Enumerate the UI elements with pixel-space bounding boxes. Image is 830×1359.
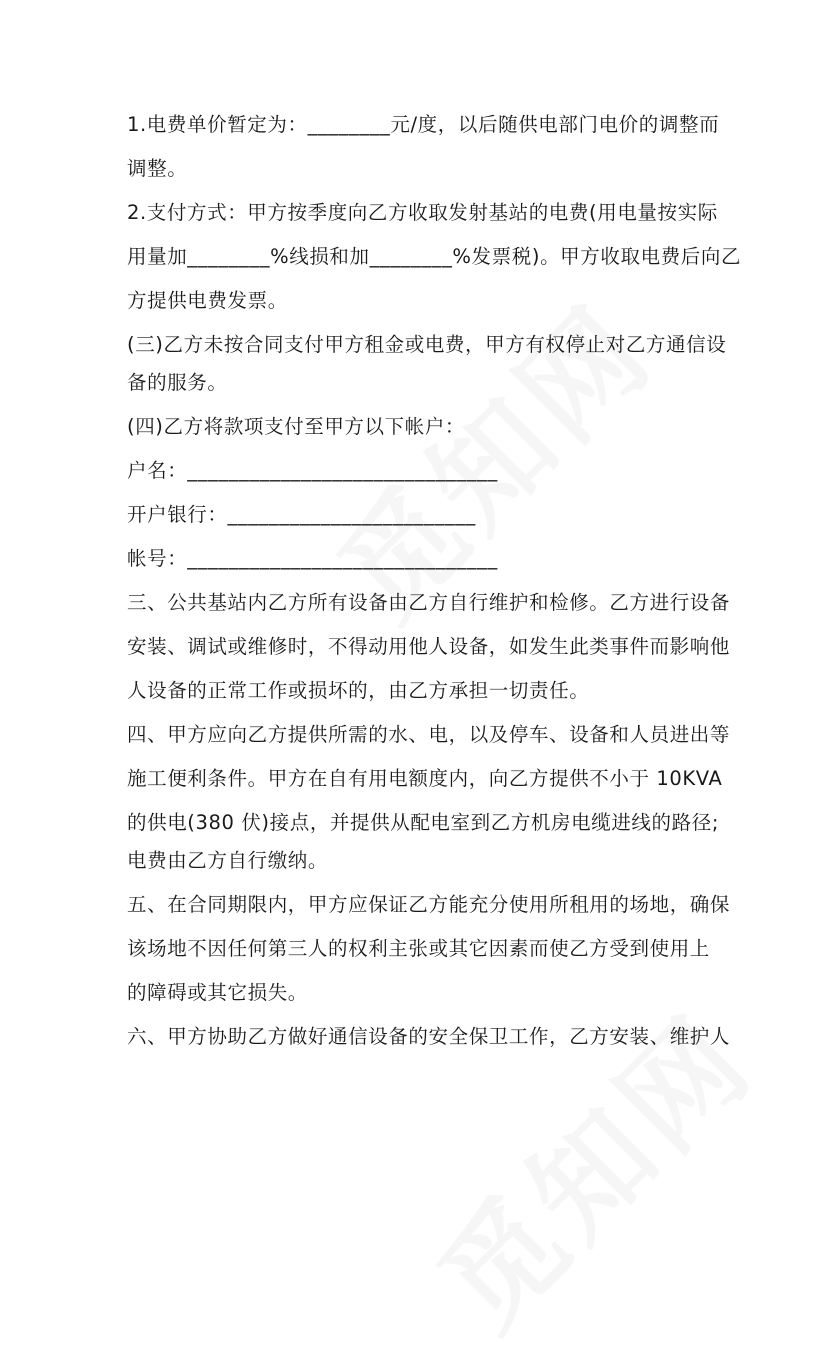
account-number-line: 帐号：______________________________ [127,547,498,570]
text-line: 2.支付方式：甲方按季度向乙方收取发射基站的电费(用电量按实际 [127,201,718,224]
text-line: 安装、调试或维修时，不得动用他人设备，如发生此类事件而影响他 [127,635,731,658]
text-line: (四)乙方将款项支付至甲方以下帐户： [127,415,466,438]
text-line: 的供电(380 伏)接点，并提供从配电室到乙方机房电缆进线的路径; [127,811,720,834]
text-line: 六、甲方协助乙方做好通信设备的安全保卫工作，乙方安装、维护人 [127,1025,731,1048]
text-line: 该场地不因任何第三人的权利主张或其它因素而使乙方受到使用上 [127,937,710,960]
text-line: 的障碍或其它损失。 [127,981,308,1004]
text-line: 施工便利条件。甲方在自有用电额度内，向乙方提供不小于 10KVA [127,767,723,790]
text-line: 五、在合同期限内，甲方应保证乙方能充分使用所租用的场地，确保 [127,893,731,916]
text-line: 用量加________%线损和加________%发票税)。甲方收取电费后向乙 [127,245,742,268]
text-line: 方提供电费发票。 [127,289,288,312]
text-line: 备的服务。 [127,371,228,394]
bank-line: 开户银行：________________________ [127,503,476,526]
text-line: 四、甲方应向乙方提供所需的水、电，以及停车、设备和人员进出等 [127,723,731,746]
text-line: 电费由乙方自行缴纳。 [127,849,329,872]
text-line: 调整。 [127,157,188,180]
text-line: 三、公共基站内乙方所有设备由乙方自行维护和检修。乙方进行设备 [127,591,731,614]
account-name-line: 户名：______________________________ [127,459,498,482]
text-line: 人设备的正常工作或损坏的，由乙方承担一切责任。 [127,679,590,702]
text-line: (三)乙方未按合同支付甲方租金或电费，甲方有权停止对乙方通信设 [127,333,727,356]
text-line: 1.电费单价暂定为：________元/度，以后随供电部门电价的调整而 [127,113,720,136]
